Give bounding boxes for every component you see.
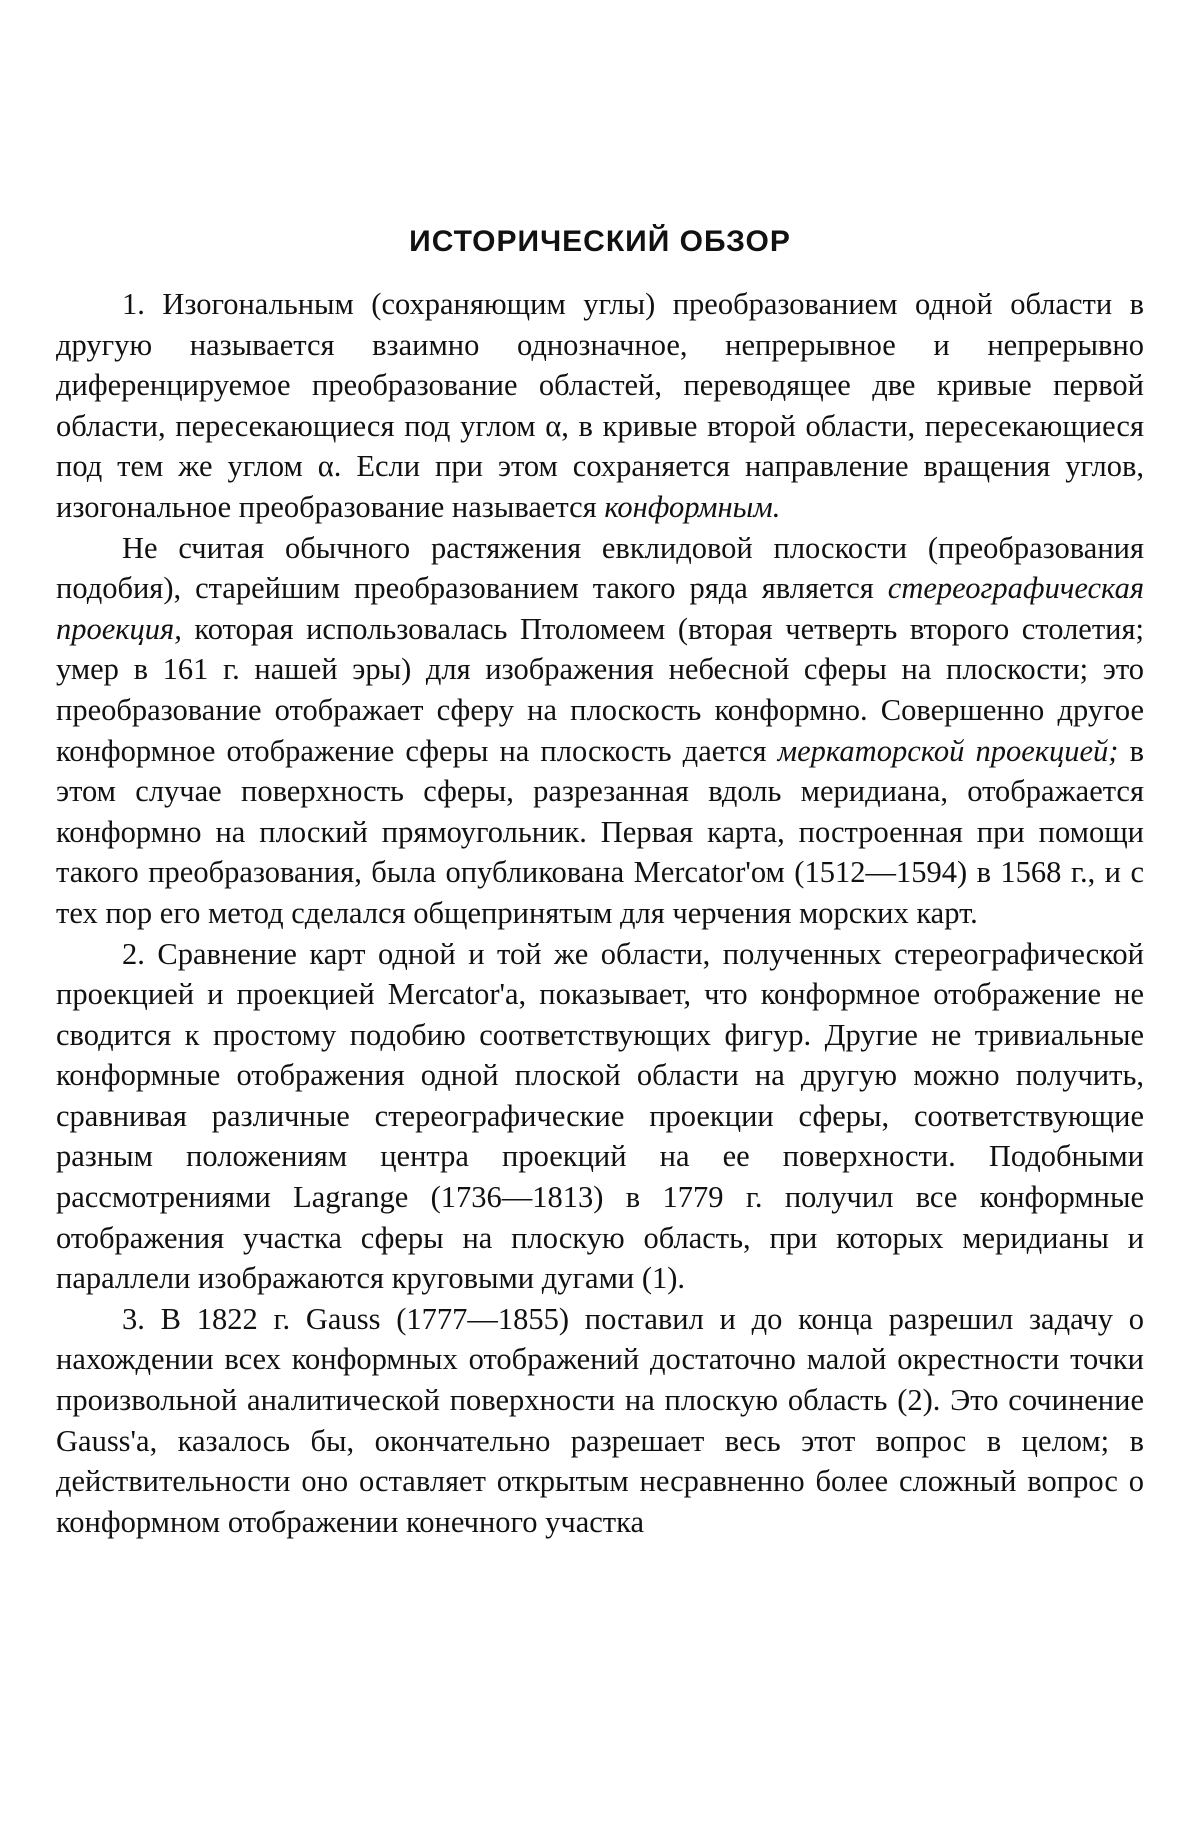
term-conformal: конформным. [604, 489, 781, 524]
page [56, 222, 1144, 1542]
term-mercator-projection: меркаторской проекцией; [777, 733, 1119, 768]
paragraph-2-text-a: Не считая обычного растяжения евклидовой плоскости (преобразования подобия), старейшим преобразованием такого ряда является [56, 530, 1144, 606]
paragraph-1 [56, 284, 1144, 528]
paragraph-4 [56, 1299, 1144, 1543]
paragraph-3-text: 2. Сравнение карт одной и той же области, полученных стереографической проекцией и проекцией Mercator'а, показывает, что конформное отображение не сводится к простому подобию соответствующих фигур. Другие не тривиальные конформные отображения одной плоской области на другую можно получить, сравнивая различные стереографические проекции сферы, соответствующие разным положениям центра проекций на ее поверхности. Подобными рассмотрениями Lagrange (1736—1813) в 1779 г. получил все конформные отображения участка сферы на плоскую область, при которых меридианы и параллели изображаются круговыми дугами (1). [56, 936, 1144, 1296]
page-title: ИСТОРИЧЕСКИЙ ОБЗОР [409, 225, 791, 258]
paragraph-2 [56, 528, 1144, 934]
paragraph-2-text-b: которая использовалась Птоломеем (вторая четверть второго столетия; умер в 161 г. нашей эры) для изображения небесной сферы на плоскости; это преобразование отображает сферу на плоскость конформно. Совершенно другое конформное отображение сферы на плоскость дается [56, 611, 1144, 768]
paragraph-1-text: 1. Изогональным (сохраняющим углы) преобразованием одной области в другую называется взаимно однозначное, непрерывное и непрерывно диференцируемое преобразование областей, переводящее две кривые первой области, пересекающиеся под углом α, в кривые второй области, пересекающиеся под тем же углом α. Если при этом сохраняется направление вращения углов, изогональное преобразование называется [56, 287, 1144, 524]
paragraph-3 [56, 934, 1144, 1299]
paragraph-4-text: 3. В 1822 г. Gauss (1777—1855) поставил и до конца разрешил задачу о нахождении всех конформных отображений достаточно малой окрестности точки произвольной аналитической поверхности на плоскую область (2). Это сочинение Gauss'а, казалось бы, окончательно разрешает весь этот вопрос в целом; в действительности оно оставляет открытым несравненно более сложный вопрос о конформном отображении конечного участка [56, 1301, 1144, 1539]
paragraph-2-text-c: в этом случае поверхность сферы, разрезанная вдоль меридиана, отображается конформно на плоский прямоугольник. Первая карта, построенная при помощи такого преобразования, была опубликована Mercator'ом (1512—1594) в 1568 г., и с тех пор его метод сделался общепринятым для черчения морских карт. [56, 733, 1144, 930]
term-stereographic-projection: стереографическая проекция, [56, 571, 1144, 646]
